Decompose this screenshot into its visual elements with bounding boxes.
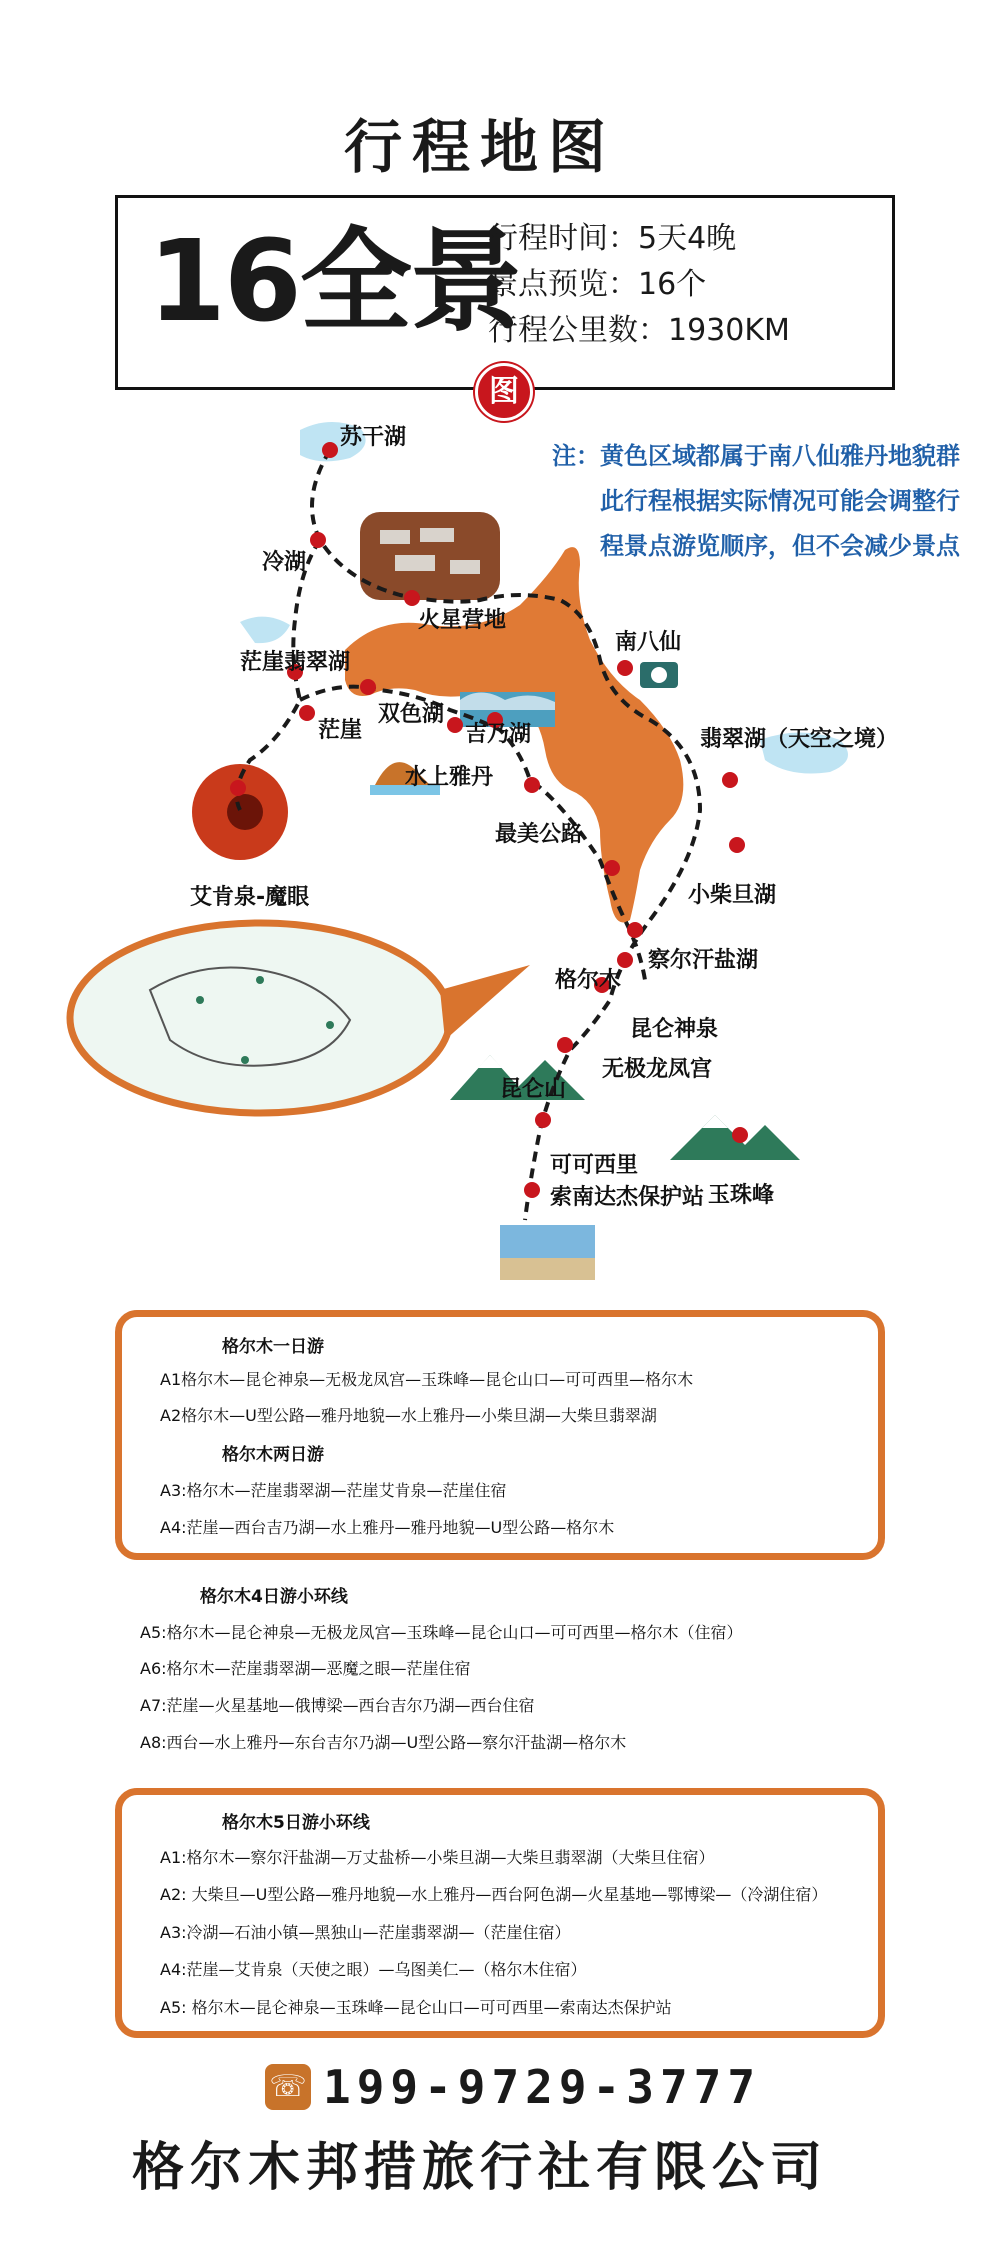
inset-map — [70, 923, 450, 1113]
label-shuangse: 双色湖 — [378, 702, 445, 727]
note-line-2: 此行程根据实际情况可能会调整行 — [600, 487, 960, 515]
pin-nanbaxian — [617, 660, 633, 676]
pin-qarhan — [627, 922, 643, 938]
pin-sugan — [322, 442, 338, 458]
inset-pointer — [440, 965, 530, 1040]
pin-shuishang — [447, 717, 463, 733]
label-shuishang: 水上雅丹 — [405, 765, 494, 790]
pin-lenghu — [310, 532, 326, 548]
label-kunlun-mountain: 昆仑山 — [500, 1077, 567, 1102]
label-golmud: 格尔木 — [555, 968, 622, 993]
route-a4: A4:茫崖—西台吉乃湖—水上雅丹—雅丹地貌—U型公路—格尔木 — [160, 1518, 615, 1537]
route-5day-a4: A4:茫崖—艾肯泉（天使之眼）—乌图美仁—（格尔木住宿） — [160, 1960, 587, 1979]
pin-wuji — [557, 1037, 573, 1053]
label-nanbaxian: 南八仙 — [615, 630, 682, 655]
route-title-2day: 格尔木两日游 — [222, 1445, 324, 1465]
route-5day-a3: A3:冷湖—石油小镇—黑独山—茫崖翡翠湖—（茫崖住宿） — [160, 1923, 571, 1942]
label-wuji: 无极龙凤宫 — [602, 1057, 713, 1082]
pin-yuzhu — [732, 1127, 748, 1143]
route-a5: A5:格尔木—昆仑神泉—无极龙凤宫—玉珠峰—昆仑山口—可可西里—格尔木（住宿） — [140, 1623, 743, 1642]
route-a6: A6:格尔木—茫崖翡翠湖—恶魔之眼—茫崖住宿 — [140, 1659, 471, 1678]
route-5day-a5: A5: 格尔木—昆仑神泉—玉珠峰—昆仑山口—可可西里—索南达杰保护站 — [160, 1998, 672, 2017]
label-yuzhu: 玉珠峰 — [708, 1183, 775, 1208]
trip-duration: 行程时间：5天4晚 — [488, 221, 737, 256]
route-a1: A1格尔木—昆仑神泉—无极龙凤宫—玉珠峰—昆仑山口—可可西里—格尔木 — [160, 1370, 694, 1389]
route-a7: A7:茫崖—火星基地—俄博梁—西台吉尔乃湖—西台住宿 — [140, 1696, 535, 1715]
pin-mangya — [299, 705, 315, 721]
note-line-3: 程景点游览顺序，但不会减少景点 — [600, 532, 960, 560]
phone-number[interactable]: 199-9729-3777 — [323, 2060, 762, 2114]
label-mangya-feicui: 茫崖翡翠湖 — [240, 650, 351, 675]
label-kunlun-spring: 昆仑神泉 — [630, 1017, 719, 1042]
label-mangya: 茫崖 — [318, 718, 363, 743]
note-line-1: 注：黄色区域都属于南八仙雅丹地貌群 — [552, 442, 960, 470]
pin-shuangse — [360, 679, 376, 695]
pin-liquid — [604, 860, 620, 876]
label-kekexili: 可可西里 — [550, 1153, 639, 1178]
pin-feicui-sky — [722, 772, 738, 788]
route-a8: A8:西台—水上雅丹—东台吉尔乃湖—U型公路—察尔汗盐湖—格尔木 — [140, 1733, 627, 1752]
route-title-4day: 格尔木4日游小环线 — [200, 1587, 348, 1607]
map-badge: 图 — [475, 363, 533, 421]
phone-icon: ☏ — [265, 2064, 311, 2110]
page-title: 行程地图 — [343, 113, 616, 181]
label-feicui-sky: 翡翠湖（天空之境） — [700, 727, 899, 752]
label-suonan: 索南达杰保护站 — [550, 1185, 705, 1210]
route-title-5day: 格尔木5日游小环线 — [222, 1813, 370, 1833]
pin-suonan — [524, 1182, 540, 1198]
pin-xiaochaidan — [729, 837, 745, 853]
label-mars: 火星营地 — [418, 608, 507, 633]
trip-distance: 行程公里数：1930KM — [488, 313, 790, 348]
hero-title: 16全景 — [148, 217, 520, 347]
trip-spots: 景点预览：16个 — [488, 267, 707, 302]
label-qarhan: 察尔汗盐湖 — [648, 948, 759, 973]
lake-cold — [240, 617, 290, 644]
trip-info — [488, 216, 790, 354]
route-title-1day: 格尔木一日游 — [222, 1337, 324, 1357]
label-jinai: 吉乃湖 — [465, 722, 532, 747]
pin-aiken — [230, 780, 246, 796]
pin-zuimei — [524, 777, 540, 793]
label-zuimei: 最美公路 — [495, 822, 584, 847]
pin-kekexili — [535, 1112, 551, 1128]
company-name: 格尔木邦措旅行社有限公司 — [131, 2137, 828, 2198]
route-a2: A2格尔木—U型公路—雅丹地貌—水上雅丹—小柴旦湖—大柴旦翡翠湖 — [160, 1406, 657, 1425]
route-5day-a2: A2: 大柴旦—U型公路—雅丹地貌—水上雅丹—西台阿色湖—火星基地—鄂博梁—（冷湖住宿） — [160, 1885, 828, 1904]
label-aiken: 艾肯泉-魔眼 — [190, 885, 310, 910]
label-lenghu: 冷湖 — [262, 550, 307, 575]
trip-summary-box — [115, 195, 895, 390]
route-5day-a1: A1:格尔木—察尔汗盐湖—万丈盐桥—小柴旦湖—大柴旦翡翠湖（大柴旦住宿） — [160, 1848, 715, 1867]
route-map — [0, 400, 1000, 1300]
label-sugan: 苏干湖 — [340, 425, 407, 450]
label-xiaochaidan: 小柴旦湖 — [688, 883, 777, 908]
route-a3: A3:格尔木—茫崖翡翠湖—茫崖艾肯泉—茫崖住宿 — [160, 1481, 507, 1500]
